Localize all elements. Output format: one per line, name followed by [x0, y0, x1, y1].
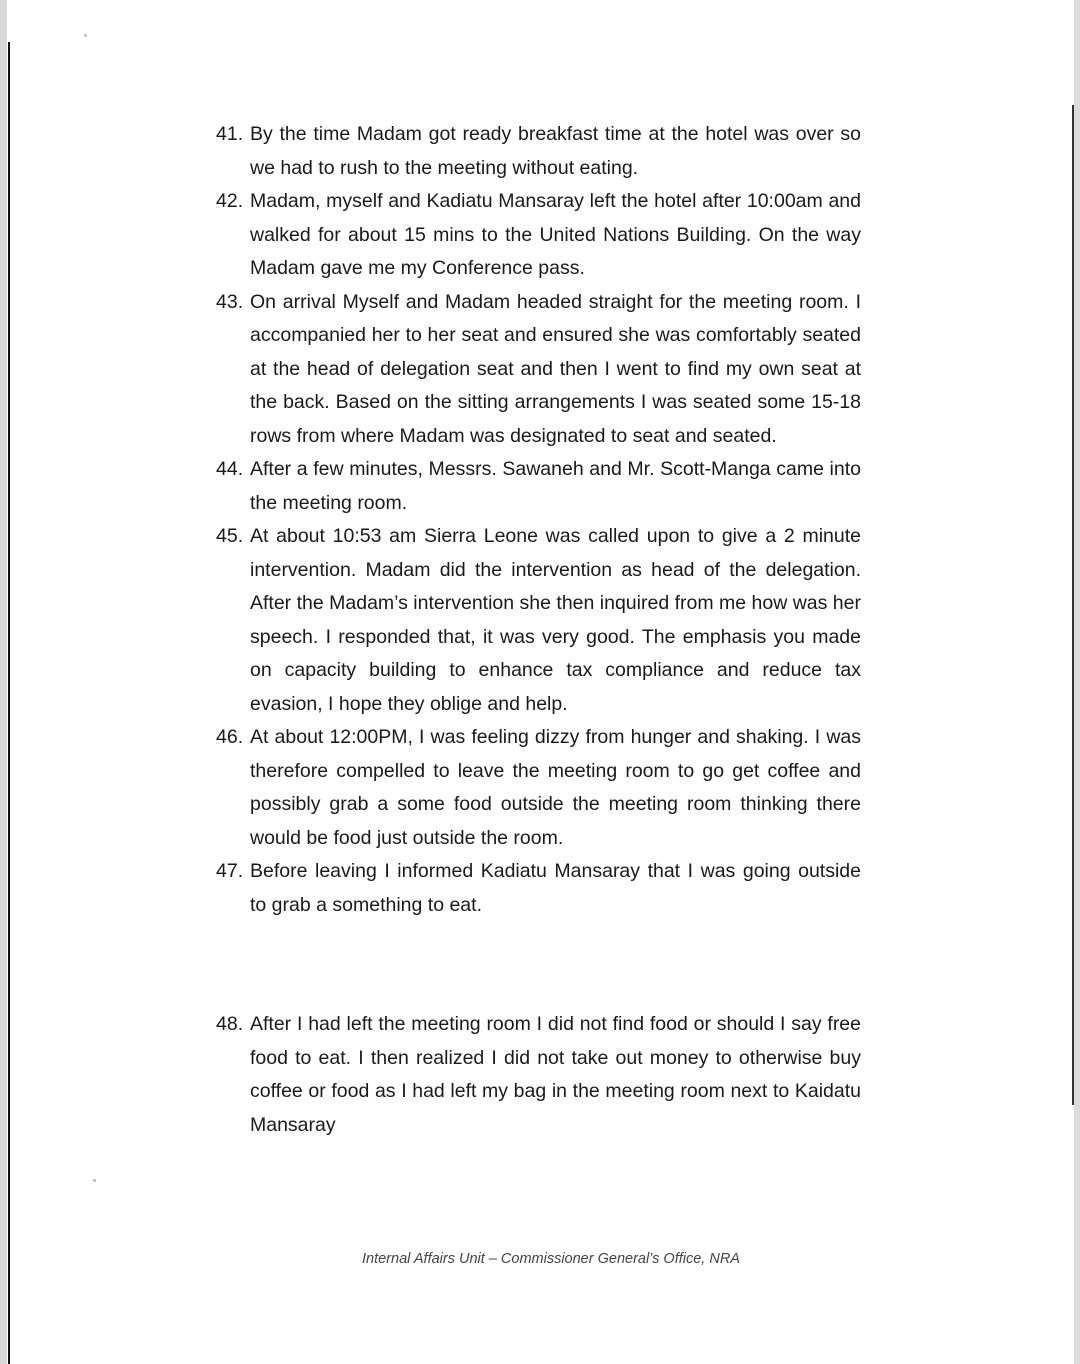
paragraph-46: [216, 721, 861, 855]
scan-border-right: [1072, 105, 1074, 1105]
scan-edge-right: [1074, 0, 1080, 1364]
paragraph-text: At about 12:00PM, I was feeling dizzy from hunger and shaking. I was therefore compelled to leave the meeting room to go get coffee and possibly grab a some food outside the meeting room thinking there would be food just outside the room.: [250, 726, 861, 849]
paragraph-text: By the time Madam got ready breakfast time at the hotel was over so we had to rush to the meeting without eating.: [250, 123, 861, 179]
paragraph-number: 45.: [216, 525, 244, 547]
paragraph-43: [216, 286, 861, 454]
paragraph-number: 48.: [216, 1013, 244, 1035]
paragraph-number: 46.: [216, 726, 244, 748]
paragraph-number: 43.: [216, 290, 244, 313]
scan-edge-left: [0, 0, 7, 1364]
paragraph-41: [216, 118, 861, 185]
paragraph-48: [216, 1008, 861, 1142]
document-page: [216, 118, 861, 1142]
paragraph-text: Before leaving I informed Kadiatu Mansaray that I was going outside to grab a something to eat.: [250, 860, 861, 916]
paragraph-text: At about 10:53 am Sierra Leone was called upon to give a 2 minute intervention. Madam did the intervention as head of the delegation. After the Madam’s intervention she then inquired from me how was her speech. I responded that, it was very good. The emphasis you made on capacity building to enhance tax compliance and reduce tax evasion, I hope they oblige and help.: [250, 525, 861, 715]
scan-speck: [93, 1179, 96, 1182]
scan-speck: [84, 34, 87, 37]
paragraph-text: After I had left the meeting room I did not find food or should I say free food to eat. I then realized I did not take out money to otherwise buy coffee or food as I had left my bag in the meeting room next to Kaidatu Mansaray: [250, 1013, 861, 1136]
paragraph-number: 41.: [216, 123, 244, 145]
paragraph-44: [216, 453, 861, 520]
paragraph-number: 42.: [216, 190, 244, 212]
paragraph-42: [216, 185, 861, 286]
scan-border-left: [8, 42, 10, 1364]
paragraph-text: Madam, myself and Kadiatu Mansaray left the hotel after 10:00am and walked for about 15 mins to the United Nations Building. On the way Madam gave me my Conference pass.: [250, 190, 861, 279]
paragraph-47: [216, 855, 861, 922]
paragraph-text: On arrival Myself and Madam headed straight for the meeting room. I accompanied her to her seat and ensured she was comfortably seated at the head of delegation seat and then I went to find my own seat at the back. Based on the sitting arrangements I was seated some 15-18 rows from where Madam was designated to seat and seated.: [250, 290, 861, 447]
paragraph-number: 44.: [216, 458, 244, 480]
paragraph-text: After a few minutes, Messrs. Sawaneh and Mr. Scott-Manga came into the meeting room.: [250, 458, 861, 514]
paragraph-number: 47.: [216, 860, 244, 882]
page-footer: Internal Affairs Unit – Commissioner General’s Office, NRA: [362, 1251, 740, 1267]
paragraph-45: [216, 520, 861, 721]
